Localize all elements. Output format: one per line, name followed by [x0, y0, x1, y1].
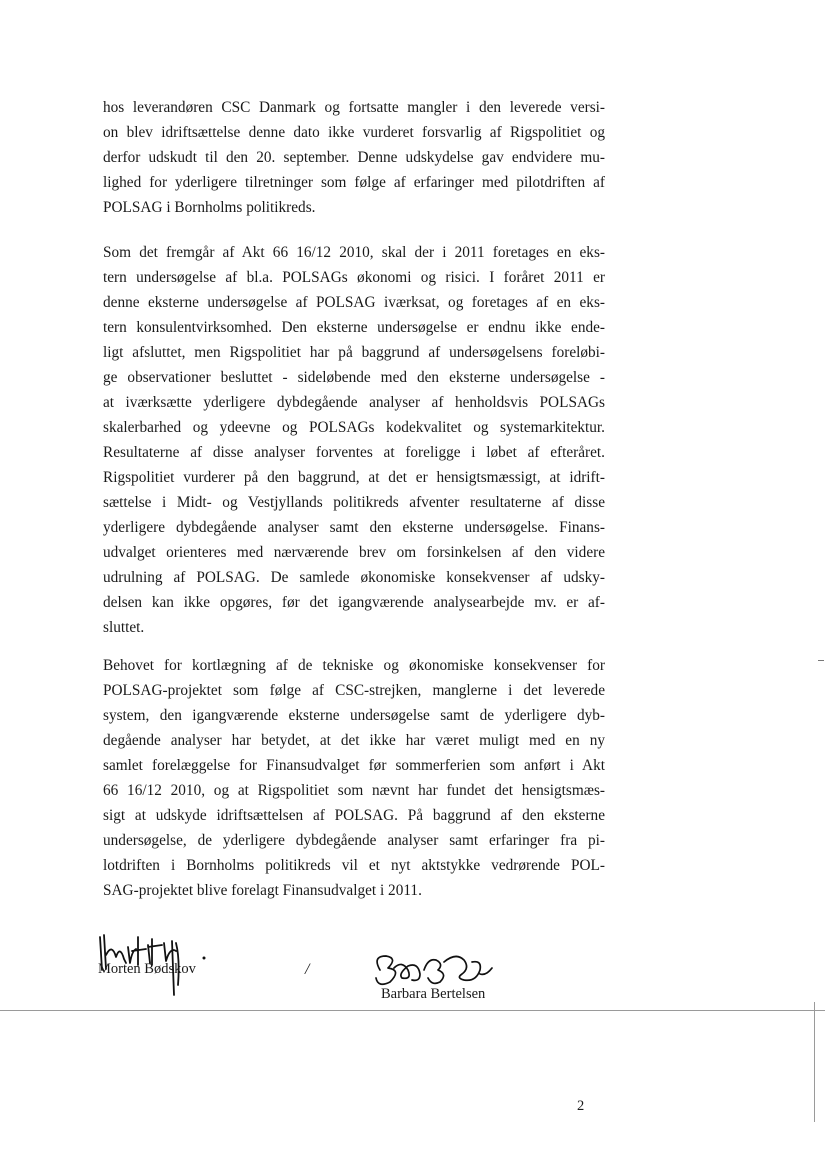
text-line: tern konsulentvirksomhed. Den eksterne undersøgelse er endnu ikke ende-: [103, 319, 605, 336]
text-line: delsen kan ikke opgøres, før det igangværende analysearbejde mv. er af-: [103, 594, 605, 611]
text-line: samlet forelæggelse for Finansudvalget før sommerferien som anført i Akt: [103, 757, 605, 774]
signature-separator: /: [305, 961, 310, 978]
text-line: sigt at udskyde idriftsættelsen af POLSAG. På baggrund af den eksterne: [103, 807, 605, 824]
signature-left-name: Morten Bødskov: [98, 961, 196, 977]
paragraph-3: [103, 653, 605, 903]
text-line: Rigspolitiet vurderer på den baggrund, at det er hensigtsmæssigt, at idrift-: [103, 469, 605, 486]
text-line: Resultaterne af disse analyser forventes at foreligge i løbet af efteråret.: [103, 444, 605, 461]
margin-rule: [814, 1002, 815, 1122]
text-line: denne eksterne undersøgelse af POLSAG iværksat, og foretages af en eks-: [103, 294, 605, 311]
text-line: SAG-projektet blive forelagt Finansudvalget i 2011.: [103, 882, 422, 899]
text-line: sluttet.: [103, 619, 145, 636]
text-line: ge observationer besluttet - sideløbende med den eksterne undersøgelse -: [103, 369, 605, 386]
text-line: degående analyser har betydet, at det ikke har været muligt med en ny: [103, 732, 605, 749]
text-line: hos leverandøren CSC Danmark og fortsatte mangler i den leverede versi-: [103, 99, 605, 116]
text-line: system, den igangværende eksterne undersøgelse samt de yderligere dyb-: [103, 707, 605, 724]
text-line: ligt afsluttet, men Rigspolitiet har på baggrund af undersøgelsens foreløbi-: [103, 344, 605, 361]
page-number: 2: [577, 1098, 585, 1114]
text-line: tern undersøgelse af bl.a. POLSAGs økonomi og risici. I foråret 2011 er: [103, 269, 605, 286]
text-line: lighed for yderligere tilretninger som følge af erfaringer med pilotdriften af: [103, 174, 605, 191]
text-line: udvalget orienteres med nærværende brev om forsinkelsen af den videre: [103, 544, 605, 561]
text-line: udrulning af POLSAG. De samlede økonomiske konsekvenser af udsky-: [103, 569, 605, 586]
text-line: skalerbarhed og ydeevne og POLSAGs kodekvalitet og systemarkitektur.: [103, 419, 605, 436]
text-line: Behovet for kortlægning af de tekniske og økonomiske konsekvenser for: [103, 657, 605, 674]
text-line: lotdriften i Bornholms politikreds vil et nyt aktstykke vedrørende POL-: [103, 857, 605, 874]
paragraph-2: [103, 240, 605, 640]
text-line: at iværksætte yderligere dybdegående analyser af henholdsvis POLSAGs: [103, 394, 605, 411]
footer-rule: [0, 1010, 825, 1011]
text-line: POLSAG i Bornholms politikreds.: [103, 199, 316, 216]
text-line: sættelse i Midt- og Vestjyllands politikreds afventer resultaterne af disse: [103, 494, 605, 511]
text-line: on blev idriftsættelse denne dato ikke vurderet forsvarlig af Rigspolitiet og: [103, 124, 605, 141]
text-line: Som det fremgår af Akt 66 16/12 2010, skal der i 2011 foretages en eks-: [103, 244, 605, 261]
text-line: undersøgelse, de yderligere dybdegående analyser samt erfaringer fra pi-: [103, 832, 605, 849]
text-line: 66 16/12 2010, og at Rigspolitiet som nævnt har fundet det hensigtsmæs-: [103, 782, 605, 799]
paragraph-1: [103, 95, 605, 220]
text-line: yderligere dybdegående analyser samt den eksterne undersøgelse. Finans-: [103, 519, 605, 536]
signature-right-name: Barbara Bertelsen: [381, 986, 486, 1002]
text-line: derfor udskudt til den 20. september. Denne udskydelse gav endvidere mu-: [103, 149, 605, 166]
margin-mark: [818, 660, 824, 661]
text-line: POLSAG-projektet som følge af CSC-strejken, manglerne i det leverede: [103, 682, 605, 699]
